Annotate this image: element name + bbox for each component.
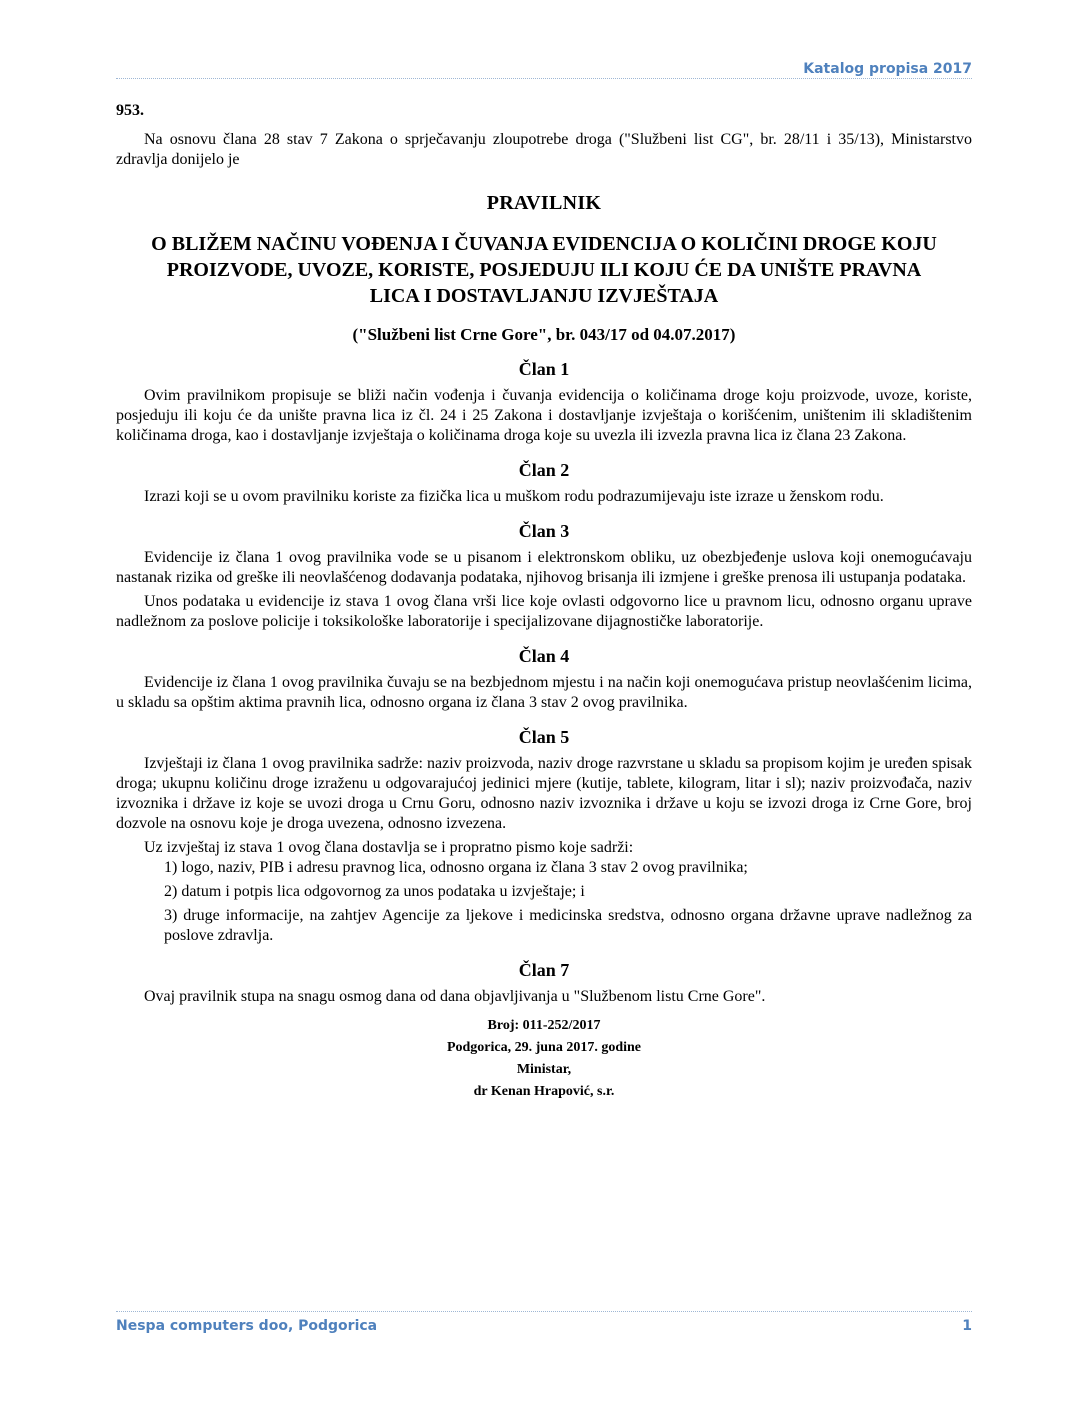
page-number: 1 — [962, 1318, 972, 1334]
signature-place-date: Podgorica, 29. juna 2017. godine — [446, 1040, 642, 1055]
document-type: PRAVILNIK — [486, 192, 602, 214]
article-heading: Član 2 — [518, 460, 570, 480]
article-heading: Član 3 — [518, 521, 570, 541]
footer-publisher: Nespa computers doo, Podgorica — [116, 1318, 378, 1334]
document-body — [116, 96, 972, 1103]
header-divider — [116, 78, 972, 79]
header-title: Katalog propisa 2017 — [803, 61, 972, 77]
article-paragraph: Evidencije iz člana 1 ovog pravilnika vode se u pisanom i elektronskom obliku, uz obezbjeđenje uslova koji onemogućavaju nastanak rizika od greške ili neovlašćenog dodavanja podataka, njihovog brisanja ili izmjene i greške prenosa ili ustupanja podataka. — [116, 549, 972, 586]
article-heading: Član 4 — [518, 646, 570, 666]
article-heading: Član 1 — [518, 359, 570, 379]
article-paragraph: Uz izvještaj iz stava 1 ovog člana dostavlja se i propratno pismo koje sadrži: — [144, 839, 634, 856]
article-heading: Član 7 — [518, 960, 570, 980]
article-heading: Član 5 — [518, 727, 570, 747]
document-intro: Na osnovu člana 28 stav 7 Zakona o sprječavanju zloupotrebe droga ("Službeni list CG", br. 28/11 i 35/13), Ministarstvo zdravlja donijelo je — [116, 131, 972, 168]
document-source: ("Službeni list Crne Gore", br. 043/17 od 04.07.2017) — [352, 325, 736, 344]
article-paragraph: Evidencije iz člana 1 ovog pravilnika čuvaju se na bezbjednom mjestu i na način koji onemogućava pristup neovlašćenim licima, u skladu sa opštim aktima pravnih lica, odnosno organa iz člana 3 stav 2 ovog pravilnika. — [116, 674, 972, 711]
article-paragraph: Ovaj pravilnik stupa na snagu osmog dana od dana objavljivanja u "Službenom listu Crne Gore". — [144, 988, 766, 1005]
signature-role: Ministar, — [516, 1062, 572, 1077]
article-paragraph: Unos podataka u evidencije iz stava 1 ovog člana vrši lice koje ovlasti odgovorno lice u pravnom licu, odnosno organu uprave nadležnom za poslove policije i toksikološke laboratorije i specijalizovane dijagnostičke laboratorije. — [116, 593, 972, 630]
footer-divider — [116, 1311, 972, 1312]
list-item: 3) druge informacije, na zahtjev Agencije za ljekove i medicinska sredstva, odnosno organa državne uprave nadležnog za poslove zdravlja. — [164, 907, 972, 944]
article-paragraph: Izrazi koji se u ovom pravilniku koriste za fizička lica u muškom rodu podrazumijevaju iste izraze u ženskom rodu. — [144, 488, 884, 505]
document-number: 953. — [116, 102, 144, 119]
signature-block — [116, 1015, 972, 1103]
article-paragraph: Izvještaji iz člana 1 ovog pravilnika sadrže: naziv proizvoda, naziv droge razvrstane u skladu sa propisom kojim je uređen spisak droga; ukupnu količinu droge izraženu u odgovarajućoj jedinici mjere (kutije, tablete, kilogram, litar i sl); naziv proizvođača, naziv izvoznika i države iz koje se uvozi droga u Crnu Goru, odnosno naziv izvoznika i države u koju se izvozi droga iz Crne Gore, broj dozvole na osnovu koje je droga uvezena, odnosno izvezena. — [116, 755, 972, 832]
document-title: O BLIŽEM NAČINU VOĐENJA I ČUVANJA EVIDENCIJA O KOLIČINI DROGE KOJU PROIZVODE, UVOZE, KORISTE, POSJEDUJU ILI KOJU ĆE DA UNIŠTE PRAVNA LICA I DOSTAVLJANJU IZVJEŠTAJA — [151, 233, 937, 307]
list-item: 2) datum i potpis lica odgovornog za unos podataka u izvještaje; i — [164, 883, 585, 900]
signature-name: dr Kenan Hrapović, s.r. — [473, 1084, 615, 1099]
signature-number: Broj: 011-252/2017 — [487, 1018, 601, 1033]
list-item: 1) logo, naziv, PIB i adresu pravnog lica, odnosno organa iz člana 3 stav 2 ovog pravilnika; — [164, 859, 748, 876]
article-paragraph: Ovim pravilnikom propisuje se bliži način vođenja i čuvanja evidencija o količinama droge koju proizvode, uvoze, koriste, posjeduju ili koju će da unište pravna lica iz čl. 24 i 25 Zakona i dostavljanje izvještaja o korišćenim, uništenim ili skladištenim količinama droga, kao i dostavljanje izvještaja o količinama droga koje su uvezla ili izvezla pravna lica iz člana 23 Zakona. — [116, 387, 972, 444]
